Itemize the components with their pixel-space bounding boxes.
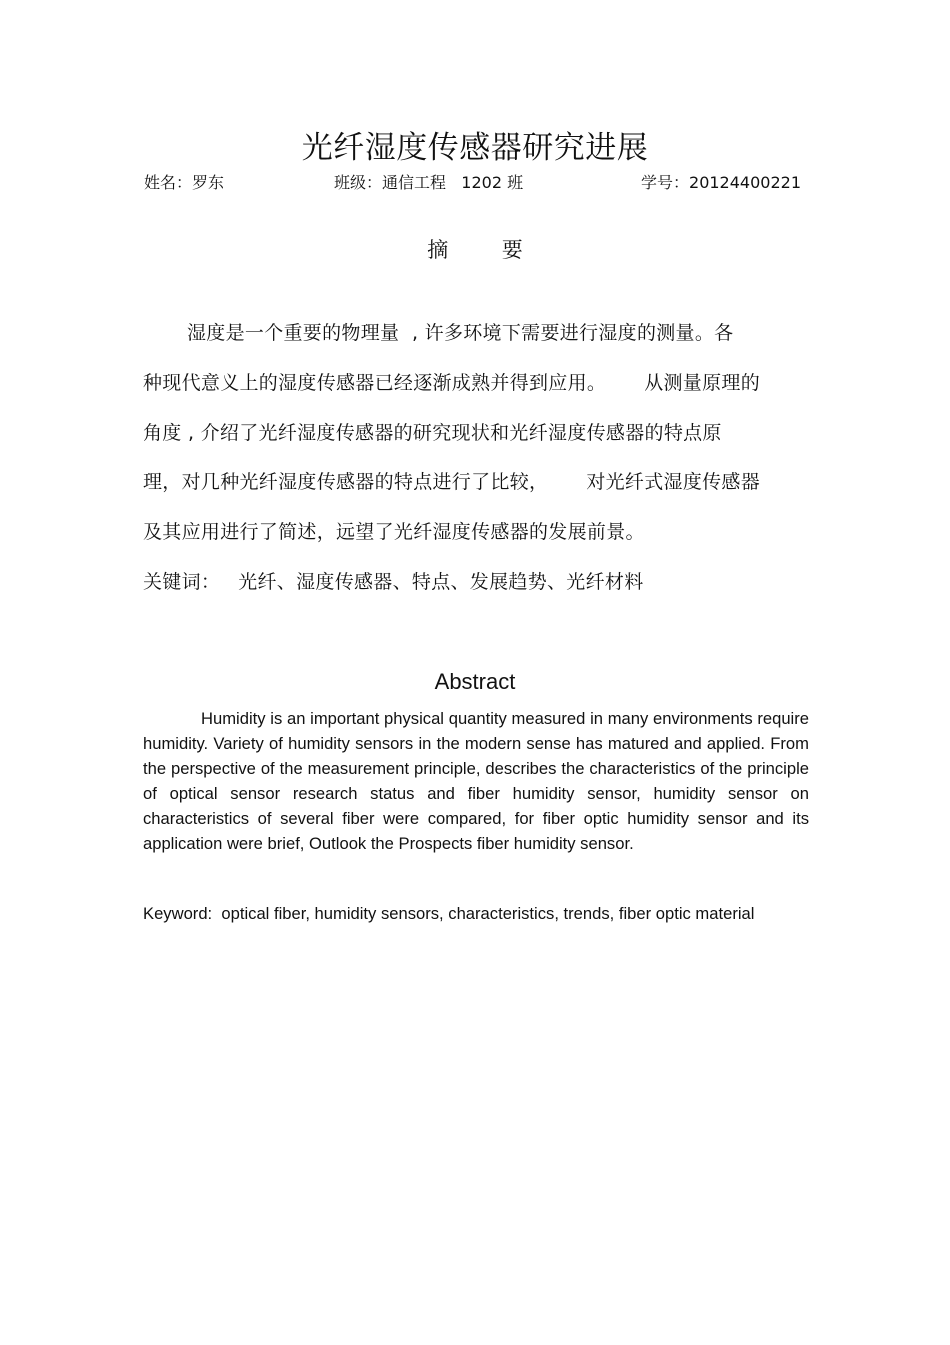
en-keywords: Keyword: optical fiber, humidity sensors, characteristics, trends, fiber optic material (143, 904, 755, 923)
cn-abstract-heading: 摘 要 (427, 238, 523, 262)
class-value: 通信工程 1202 班 (382, 173, 524, 192)
name-label: 姓名： (144, 173, 193, 192)
en-abstract-heading: Abstract (434, 669, 516, 694)
cn-abstract-segment: 从测量原理的 (644, 372, 761, 394)
class-label: 班级： (334, 173, 383, 192)
cn-abstract-line (143, 467, 760, 494)
cn-keywords-label: 关键词： (143, 571, 221, 593)
en-abstract-body: Humidity is an important physical quantity measured in many environments require humidity. Variety of humidity sensors in the modern sense has matured and applied. From the perspective of the measurement principle, describes the characteristics of the principle of optical sensor research status and fiber humidity sensor, humidity sensor on characteristics of several fiber were compared, for fiber optic humidity sensor and its application were brief, Outlook the Prospects fiber humidity sensor. (143, 709, 809, 853)
cn-abstract-segment: 对光纤式湿度传感器 (586, 471, 761, 493)
cn-keywords (143, 567, 644, 594)
student-id (641, 170, 801, 193)
cn-abstract-line: 角度 , 介绍了光纤湿度传感器的研究现状和光纤湿度传感器的特点原 (143, 422, 722, 444)
document-title: 光纤湿度传感器研究进展 (301, 130, 649, 166)
student-name (144, 170, 224, 193)
id-value: 20124400221 (689, 173, 801, 192)
cn-abstract-line: 及其应用进行了简述，远望了光纤湿度传感器的发展前景。 (143, 521, 645, 543)
id-label: 学号： (641, 173, 690, 192)
student-class (334, 170, 523, 193)
cn-abstract-segment: 种现代意义上的湿度传感器已经逐渐成熟并得到应用。 (143, 372, 607, 394)
cn-abstract-line (143, 368, 760, 395)
cn-abstract-line: 湿度是一个重要的物理量 , 许多环境下需要进行湿度的测量。各 (187, 322, 734, 344)
cn-keywords-value: 光纤、湿度传感器、特点、发展趋势、光纤材料 (238, 571, 644, 593)
cn-abstract-segment: 理，对几种光纤湿度传感器的特点进行了比较， (143, 471, 549, 493)
name-value: 罗东 (192, 173, 225, 192)
